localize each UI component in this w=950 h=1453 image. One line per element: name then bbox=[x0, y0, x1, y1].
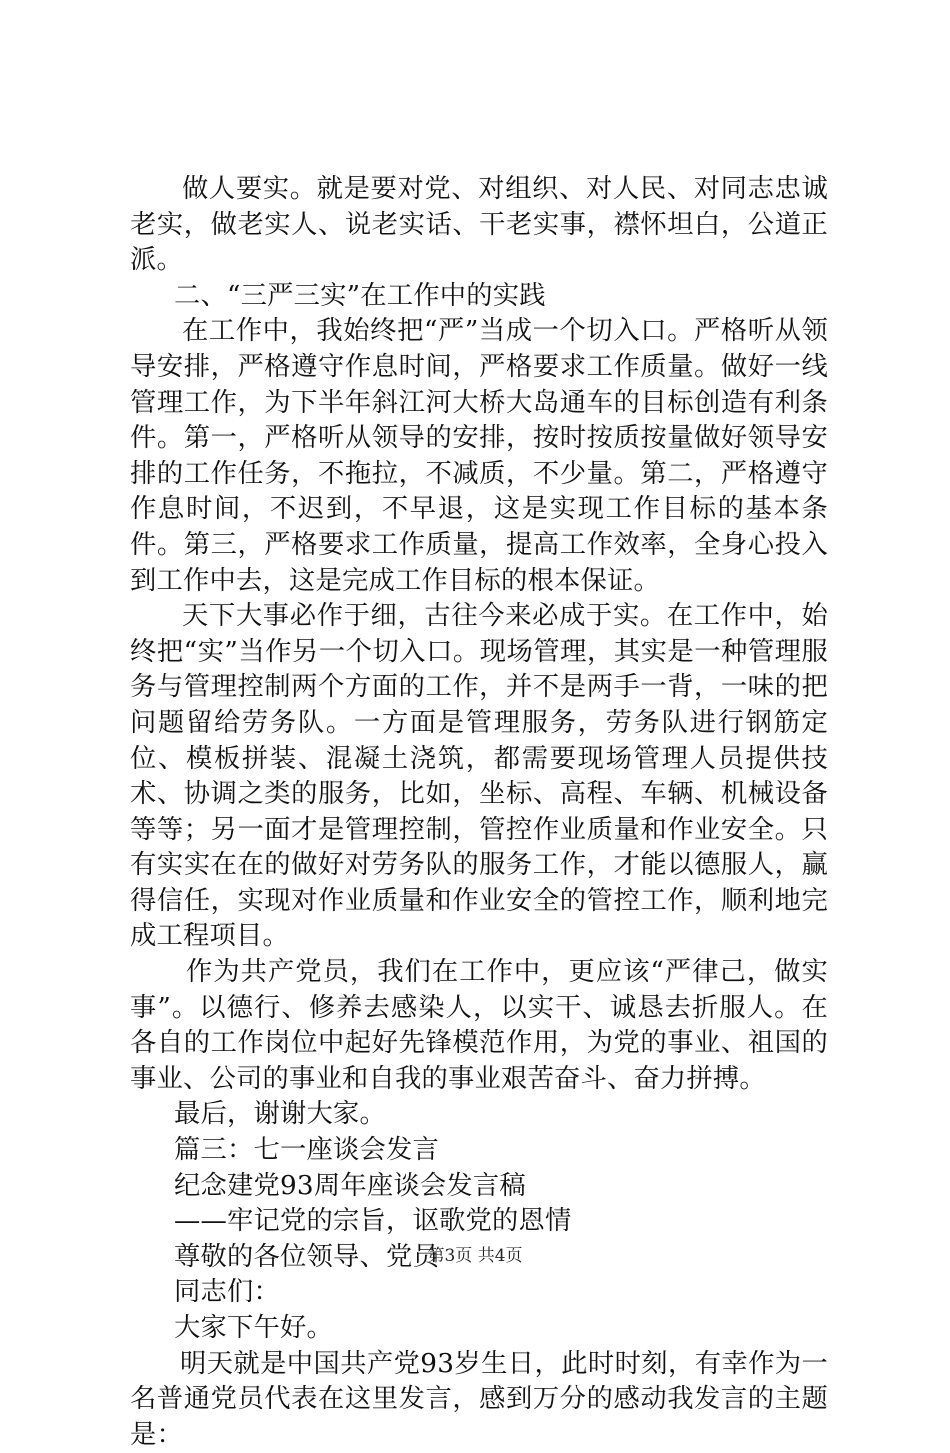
speech-title: 纪念建党93周年座谈会发言稿 bbox=[174, 1170, 526, 1201]
paragraph-real-at-work: 天下大事必作于细，古往今来必成于实。在工作中，始终把“实”当作另一个切入口。现场管理，其实是一种管理服务与管理控制两个方面的工作，并不是两手一背，一味的把问题留给劳务队。一方面是管理服务，劳务队进行钢筋定位、模板拼装、混凝土浇筑，都需要现场管理人员提供技术、协调之类的服务，比如，坐标、高程、车辆、机械设备等等；另一面才是管理控制，管控作业质量和作业安全。只有实实在在的做好对劳务队的服务工作，才能以德服人，赢得信任，实现对作业质量和作业安全的管控工作，顺利地完成工程项目。 bbox=[130, 601, 828, 952]
salutation-leaders: 尊敬的各位领导、党员 bbox=[174, 1241, 439, 1272]
salutation-comrades: 同志们： bbox=[174, 1277, 280, 1308]
greeting: 大家下午好。 bbox=[174, 1313, 333, 1343]
chapter-three-title: 篇三：七一座谈会发言 bbox=[174, 1135, 439, 1166]
page-footer: 第3页 共4页 bbox=[427, 1246, 523, 1266]
paragraph-strict-at-work: 在工作中，我始终把“严”当成一个切入口。严格听从领导安排，严格遵守作息时间，严格要求工作质量。做好一线管理工作，为下半年斜江河大桥大岛通车的目标创造有利条件。第一，严格听从领导的安排，按时按质按量做好领导安排的工作任务，不拖拉，不减质，不少量。第二，严格遵守作息时间，不迟到，不早退，这是实现工作目标的基本条件。第三，严格要求工作质量，提高工作效率，全身心投入到工作中去，这是完成工作目标的根本保证。 bbox=[130, 316, 828, 596]
paragraph-birthday: 明天就是中国共产党93岁生日，此时时刻，有幸作为一名普通党员代表在这里发言，感到万分的感动我发言的主题是： bbox=[130, 1348, 828, 1450]
speech-subtitle: ——牢记党的宗旨，讴歌党的恩情 bbox=[174, 1206, 572, 1237]
section-heading-practice: 二、“三严三实”在工作中的实践 bbox=[174, 280, 546, 311]
closing-thanks: 最后，谢谢大家。 bbox=[174, 1099, 386, 1130]
paragraph-party-member: 作为共产党员，我们在工作中，更应该“严律己，做实事”。以德行、修养去感染人，以实干、诚恳去折服人。在各自的工作岗位中起好先锋模范作用，为党的事业、祖国的事业、公司的事业和自我的事业艰苦奋斗、奋力拼搏。 bbox=[130, 957, 828, 1094]
paragraph-be-honest: 做人要实。就是要对党、对组织、对人民、对同志忠诚老实，做老实人、说老实话、干老实事，襟怀坦白，公道正派。 bbox=[130, 174, 828, 276]
